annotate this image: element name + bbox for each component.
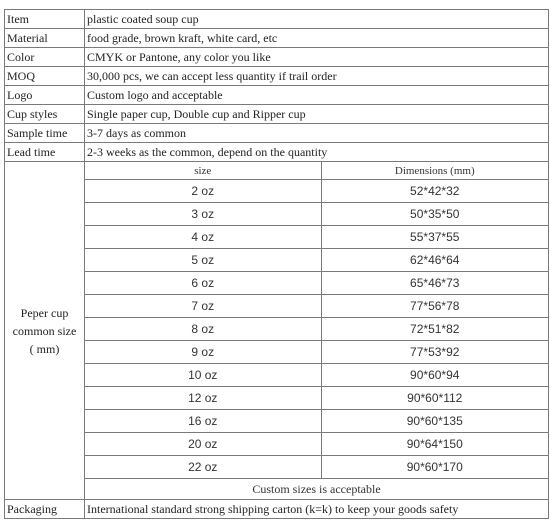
cup-size-row xyxy=(85,410,548,433)
cup-size-value: 10 oz xyxy=(85,364,321,387)
cup-dimensions-value: 77*56*78 xyxy=(321,295,548,318)
row-label: Item xyxy=(5,10,85,29)
spec-row-moq xyxy=(5,67,549,86)
cup-size-value: 9 oz xyxy=(85,341,321,364)
size-column-header: size xyxy=(85,162,321,180)
cup-dimensions-value: 90*60*135 xyxy=(321,410,548,433)
cup-size-value: 7 oz xyxy=(85,295,321,318)
row-label: Logo xyxy=(5,86,85,105)
row-label: Packaging xyxy=(5,500,85,519)
cup-size-value: 22 oz xyxy=(85,456,321,479)
cup-dimensions-value: 90*60*170 xyxy=(321,456,548,479)
cup-size-label-line: Peper cup xyxy=(20,305,69,320)
cup-size-value: 2 oz xyxy=(85,180,321,203)
cup-size-value: 3 oz xyxy=(85,203,321,226)
cup-size-row xyxy=(85,433,548,456)
cup-size-row xyxy=(85,295,548,318)
cup-size-value: 6 oz xyxy=(85,272,321,295)
spec-row-lead-time xyxy=(5,143,549,162)
row-value: International standard strong shipping carton (k=k) to keep your goods safety xyxy=(85,500,549,519)
row-label: Cup styles xyxy=(5,105,85,124)
spec-row-color xyxy=(5,48,549,67)
cup-size-row xyxy=(85,387,548,410)
cup-size-table-body xyxy=(85,162,548,499)
row-label: Material xyxy=(5,29,85,48)
cup-size-row xyxy=(85,180,548,203)
row-label: Color xyxy=(5,48,85,67)
cup-size-row xyxy=(85,456,548,479)
dimensions-column-header: Dimensions (mm) xyxy=(321,162,548,180)
cup-dimensions-value: 55*37*55 xyxy=(321,226,548,249)
row-value: food grade, brown kraft, white card, etc xyxy=(85,29,549,48)
row-value: 30,000 pcs, we can accept less quantity if trail order xyxy=(85,67,549,86)
cup-dimensions-value: 65*46*73 xyxy=(321,272,548,295)
cup-dimensions-value: 90*60*94 xyxy=(321,364,548,387)
cup-size-table xyxy=(85,162,548,499)
cup-dimensions-value: 72*51*82 xyxy=(321,318,548,341)
cup-size-row xyxy=(85,249,548,272)
row-label: Lead time xyxy=(5,143,85,162)
row-value: 2-3 weeks as the common, depend on the quantity xyxy=(85,143,549,162)
cup-size-label-line: ( mm) xyxy=(29,341,60,356)
spec-row-material xyxy=(5,29,549,48)
cup-size-label xyxy=(5,162,85,500)
cup-size-label-line: common size xyxy=(12,323,77,338)
cup-size-value: 12 oz xyxy=(85,387,321,410)
cup-dimensions-value: 77*53*92 xyxy=(321,341,548,364)
spec-row-packaging xyxy=(5,500,549,519)
custom-size-note-row xyxy=(85,479,548,500)
custom-size-note: Custom sizes is acceptable xyxy=(85,479,548,500)
cup-size-cell xyxy=(85,162,549,500)
cup-size-value: 8 oz xyxy=(85,318,321,341)
cup-size-value: 16 oz xyxy=(85,410,321,433)
spec-row-item xyxy=(5,10,549,29)
cup-size-value: 4 oz xyxy=(85,226,321,249)
row-value: 3-7 days as common xyxy=(85,124,549,143)
cup-dimensions-value: 90*64*150 xyxy=(321,433,548,456)
row-label: MOQ xyxy=(5,67,85,86)
row-value: plastic coated soup cup xyxy=(85,10,549,29)
cup-dimensions-value: 62*46*64 xyxy=(321,249,548,272)
cup-size-row xyxy=(85,341,548,364)
cup-size-row xyxy=(85,272,548,295)
cup-dimensions-value: 52*42*32 xyxy=(321,180,548,203)
spec-row-cup-styles xyxy=(5,105,549,124)
cup-size-value: 20 oz xyxy=(85,433,321,456)
spec-row-sample-time xyxy=(5,124,549,143)
spec-row-cup-sizes xyxy=(5,162,549,500)
cup-size-row xyxy=(85,364,548,387)
product-spec-table xyxy=(4,9,549,519)
row-value: Single paper cup, Double cup and Ripper cup xyxy=(85,105,549,124)
cup-dimensions-value: 50*35*50 xyxy=(321,203,548,226)
cup-size-row xyxy=(85,226,548,249)
cup-size-row xyxy=(85,203,548,226)
cup-dimensions-value: 90*60*112 xyxy=(321,387,548,410)
cup-size-value: 5 oz xyxy=(85,249,321,272)
spec-table-body xyxy=(5,10,549,519)
cup-size-header-row xyxy=(85,162,548,180)
spec-row-logo xyxy=(5,86,549,105)
cup-size-row xyxy=(85,318,548,341)
row-value: CMYK or Pantone, any color you like xyxy=(85,48,549,67)
row-value: Custom logo and acceptable xyxy=(85,86,549,105)
row-label: Sample time xyxy=(5,124,85,143)
